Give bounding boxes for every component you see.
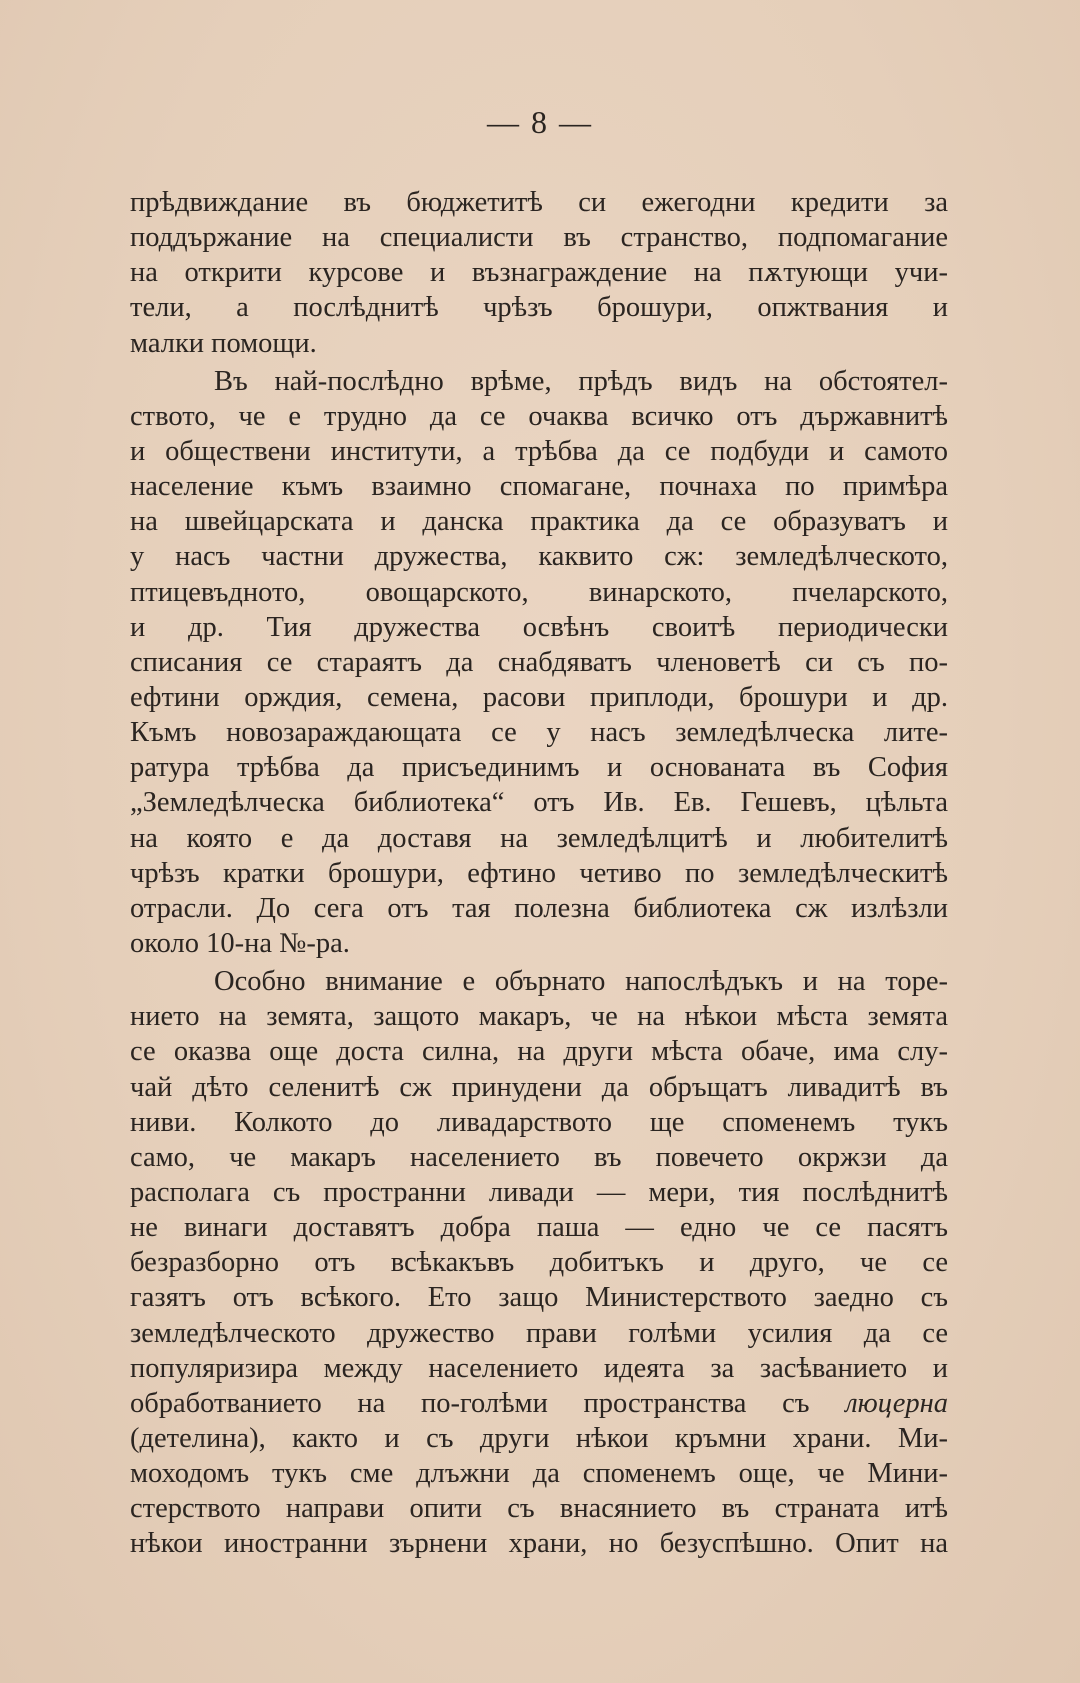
text-line: чай дѣто селенитѣ сж принудени да обръщатъ ливадитѣ въ	[130, 1071, 948, 1103]
text-line: нието на земята, защото макаръ, че на нѣкои мѣста земята	[130, 1001, 948, 1033]
text-line: безразборно отъ всѣкакъвъ добитъкъ и друго, че се	[130, 1247, 948, 1279]
text-line: ефтини орждия, семена, расови приплоди, брошури и др.	[130, 681, 948, 713]
text-segment: обработванието на по-голѣми пространства съ	[130, 1387, 846, 1419]
text-line: Въ най-послѣдно врѣме, прѣдъ видъ на обстоятел-	[214, 365, 948, 397]
text-line: птицевъдното, овощарското, винарското, пчеларското,	[130, 576, 948, 608]
text-line: на открити курсове и възнаграждение на пѫтующи учи-	[130, 257, 948, 289]
text-line: отрасли. До сега отъ тая полезна библиотека сж излѣзли	[130, 892, 948, 924]
text-line: се оказва още доста силна, на други мѣста обаче, има слу-	[130, 1036, 948, 1068]
text-line: нѣкои иностранни зърнени храни, но безуспѣшно. Опит на	[130, 1528, 948, 1560]
text-line: на която е да доставя на земледѣлцитѣ и любителитѣ	[130, 822, 948, 854]
text-line: и обществени институти, а трѣбва да се подбуди и самото	[130, 435, 948, 467]
body-text	[130, 185, 948, 1561]
text-line: газятъ отъ всѣкого. Ето защо Министерството заедно съ	[130, 1282, 948, 1314]
text-line-with-emphasis	[130, 1386, 948, 1421]
text-line: и др. Тия дружества освѣнъ своитѣ периодически	[130, 611, 948, 643]
text-line: у насъ частни дружества, каквито сж: земледѣлческото,	[130, 541, 948, 573]
text-line: малки помощи.	[130, 327, 317, 359]
text-line: само, че макаръ населението въ повечето окржзи да	[130, 1141, 948, 1173]
text-line: ниви. Колкото до ливадарството ще споменемъ тукъ	[130, 1106, 948, 1138]
text-line: стерството направи опити съ внасянието въ страната итѣ	[130, 1493, 948, 1525]
text-line: располага съ пространни ливади — мери, тия послѣднитѣ	[130, 1176, 948, 1208]
text-line: не винаги доставятъ добра паша — едно че се пасятъ	[130, 1212, 948, 1244]
paragraph-2	[130, 364, 948, 961]
text-line: около 10-на №-ра.	[130, 927, 350, 959]
paragraph-3	[130, 964, 948, 1561]
emphasized-word: люцерна	[845, 1387, 948, 1419]
text-line: „Земледѣлческа библиотека“ отъ Ив. Ев. Гешевъ, цѣльта	[130, 787, 948, 819]
text-line: чрѣзъ кратки брошури, ефтино четиво по земледѣлческитѣ	[130, 857, 948, 889]
paragraph-1	[130, 185, 948, 361]
text-line: тели, а послѣднитѣ чрѣзъ брошури, опжтвания и	[130, 292, 948, 324]
text-line: списания се стараятъ да снабдяватъ членоветѣ си съ по-	[130, 646, 948, 678]
text-line: Къмъ новозараждающата се у насъ земледѣлческа лите-	[130, 717, 948, 749]
text-line: прѣдвиждание въ бюджетитѣ си ежегодни кредити за	[130, 187, 948, 218]
text-line: на швейцарската и данска практика да се образуватъ и	[130, 506, 948, 538]
text-line: (детелина), както и съ други нѣкои кръмни храни. Ми-	[130, 1422, 948, 1454]
text-line: земледѣлческото дружество прави голѣми усилия да се	[130, 1317, 948, 1349]
text-line: ратура трѣбва да присъединимъ и основаната въ София	[130, 752, 948, 784]
text-line: ството, че е трудно да се очаква всичко отъ държавнитѣ	[130, 400, 948, 432]
page-number: — 8 —	[487, 104, 593, 140]
text-line: Особно внимание е обърнато напослѣдъкъ и на торе-	[214, 966, 948, 998]
text-line: население къмъ взаимно спомагане, почнаха по примѣра	[130, 471, 948, 503]
text-line: моходомъ тукъ сме длъжни да споменемъ още, че Мини-	[130, 1458, 948, 1490]
text-line: популяризира между населението идеята за засѣванието и	[130, 1352, 948, 1384]
text-line: поддържание на специалисти въ странство, подпомагание	[130, 222, 948, 254]
